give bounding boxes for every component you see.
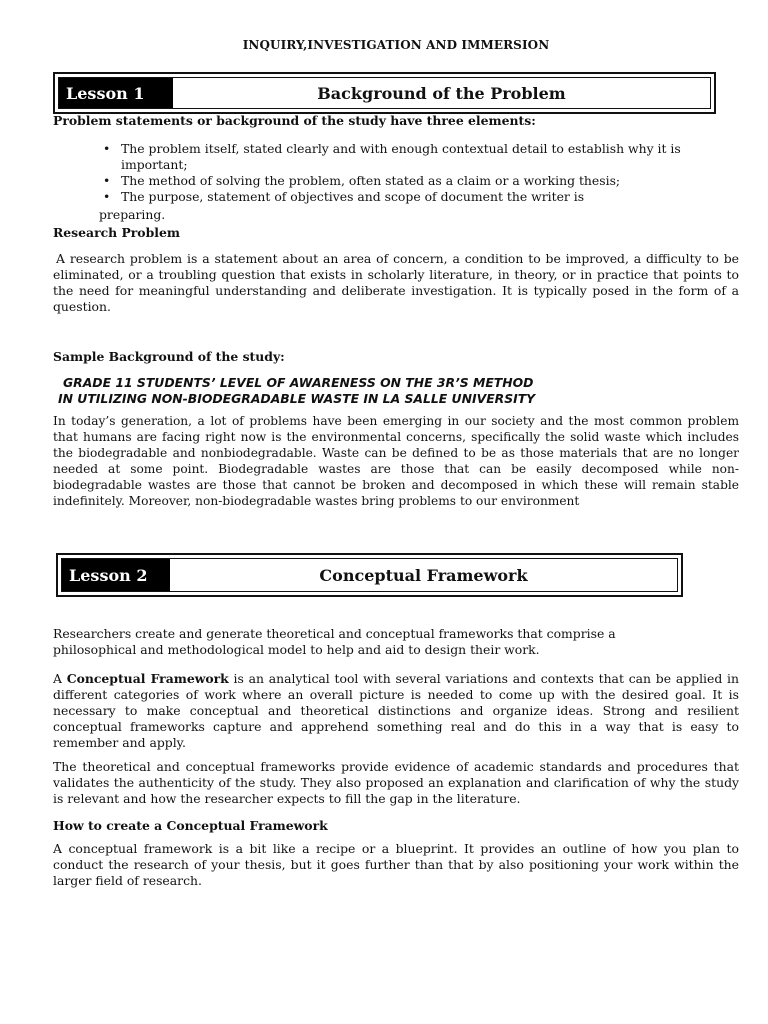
lesson2-para4: A conceptual framework is a bit like a recipe or a blueprint. It provides an outline of how you plan to conduct the research of your thesis, but it goes further than that by also positioning your work within the larger field of research. [53,841,739,888]
list-item: • The purpose, statement of objectives and scope of document the writer is [99,189,739,205]
lesson1-banner [53,72,716,114]
conceptual-framework-term: Conceptual Framework [66,671,229,686]
research-problem-text: A research problem is a statement about an area of concern, a condition to be improved, a difficulty to be eliminated, or a troubling question that exists in scholarly literature, in theory, or in practice that points to the need for meaningful understanding and deliberate investigation. It is typically posed in the form of a question. [53,251,739,314]
list-item: • The problem itself, stated clearly and with enough contextual detail to establish why it is important; [99,141,739,173]
list-item: • The method of solving the problem, often stated as a claim or a working thesis; [99,173,739,189]
how-to-heading: How to create a Conceptual Framework [53,818,328,833]
lesson2-banner [56,553,683,597]
lesson2-heading: Conceptual Framework [319,565,528,585]
sample-title-line1: GRADE 11 STUDENTS’ LEVEL OF AWARENESS ON THE 3R’S METHOD [63,375,534,390]
para2-rest: is an analytical tool with several variations and contexts that can be applied in different categories of work where an overall picture is needed to come up with the desired goal. It is necessary to make conceptual and theoretical distinctions and organize ideas. Strong and resilient conceptual frameworks capture and apprehend something real and do this in a way that is easy to remember and apply. [53,671,740,750]
para2-prefix: A [53,671,67,686]
elements-list [99,141,739,205]
lesson2-para3: The theoretical and conceptual frameworks provide evidence of academic standards and procedures that validates the authenticity of the study. They also proposed an explanation and clarification of why the study is relevant and how the researcher expects to fill the gap in the literature. [53,759,739,806]
lesson2-tag: Lesson 2 [62,559,170,591]
lesson1-intro: Problem statements or background of the study have three elements: [53,113,536,128]
lesson1-tag: Lesson 1 [59,78,173,108]
lesson1-heading: Background of the Problem [317,83,566,103]
sample-text: In today’s generation, a lot of problems have been emerging in our society and the most common problem that humans are facing right now is the environmental concerns, specifically the solid waste which includes the biodegradable and nonbiodegradable. Waste can be defined to be as those materials that are no longer needed at some point. Biodegradable wastes are those that can be easily decomposed while non-biodegradable wastes are those that cannot be broken and decomposed in which these will remain stable indefinitely. Moreover, non-biodegradable wastes bring problems to our environment [53,414,739,508]
list-item-continuation: preparing. [99,207,166,222]
sample-title-line2: IN UTILIZING NON-BIODEGRADABLE WASTE IN LA SALLE UNIVERSITY [58,391,536,406]
lesson2-para1: Researchers create and generate theoretical and conceptual frameworks that comprise a philosophical and methodological model to help and aid to design their work. [53,626,616,657]
research-problem-heading: Research Problem [53,225,180,240]
lesson2-para2 [53,671,739,751]
sample-heading: Sample Background of the study: [53,349,285,364]
document-title: INQUIRY,INVESTIGATION AND IMMERSION [242,38,550,52]
